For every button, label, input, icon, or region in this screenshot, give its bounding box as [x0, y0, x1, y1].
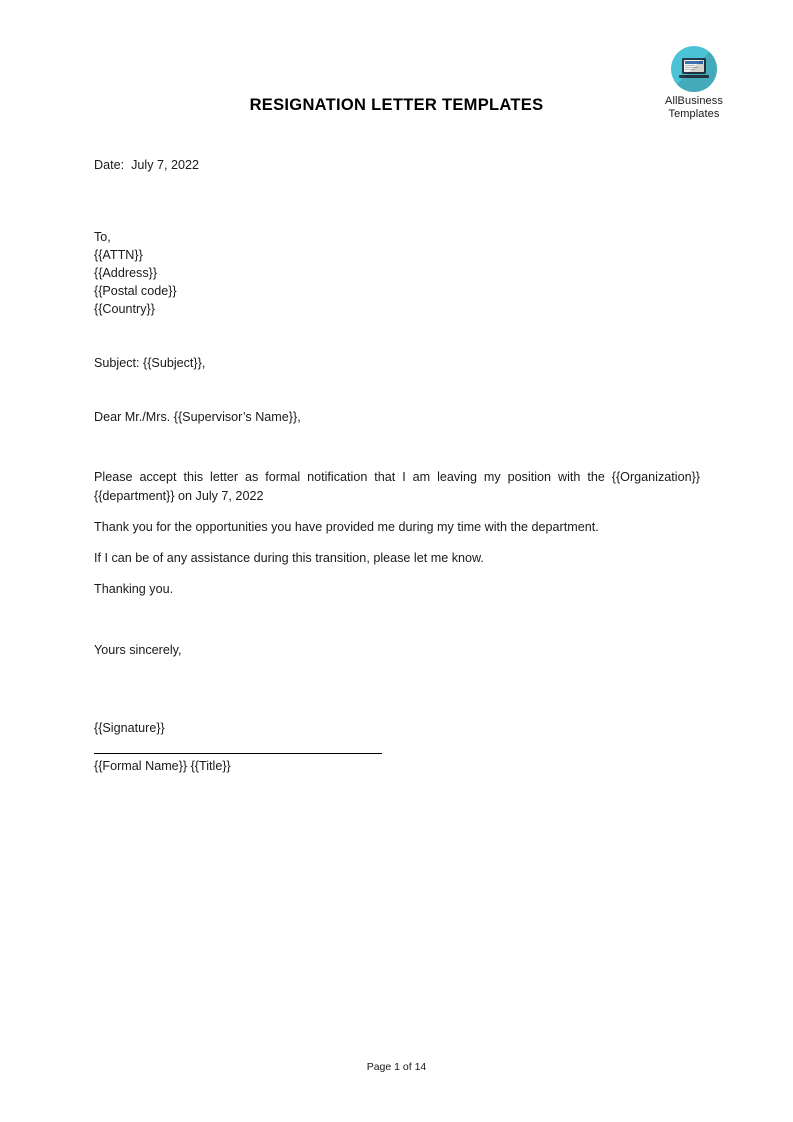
letter-paragraph: Thanking you. [94, 582, 174, 596]
logo-circle [671, 46, 717, 92]
signature-placeholder: {{Signature}} [94, 721, 165, 735]
recipient-line: To, [94, 230, 111, 244]
subject-line: Subject: {{Subject}}, [94, 356, 206, 370]
brand-name-line2: Templates [668, 108, 720, 120]
signature-name-line: {{Formal Name}} {{Title}} [94, 759, 231, 773]
recipient-block [94, 228, 700, 318]
closing-line: Yours sincerely, [94, 643, 182, 657]
page-title: RESIGNATION LETTER TEMPLATES [249, 96, 544, 114]
signature-rule [94, 753, 382, 754]
recipient-line: {{ATTN}} [94, 248, 143, 262]
recipient-line: {{Address}} [94, 266, 158, 280]
letter-paragraph: Please accept this letter as formal notification that I am leaving my position with the {{Organization}} {{department}} on July 7, 2022 [94, 470, 700, 503]
recipient-line: {{Postal code}} [94, 284, 177, 298]
letter-paragraph: If I can be of any assistance during this transition, please let me know. [94, 551, 484, 565]
date-line: Date: July 7, 2022 [94, 158, 200, 172]
page-footer: Page 1 of 14 [366, 1061, 427, 1073]
letter-body [94, 156, 700, 775]
salutation-line: Dear Mr./Mrs. {{Supervisor’s Name}}, [94, 410, 301, 424]
recipient-line: {{Country}} [94, 302, 155, 316]
brand-name-line1: AllBusiness [665, 95, 723, 107]
logo-shadow-overlay [671, 46, 717, 92]
letter-paragraph: Thank you for the opportunities you have provided me during my time with the department. [94, 520, 599, 534]
